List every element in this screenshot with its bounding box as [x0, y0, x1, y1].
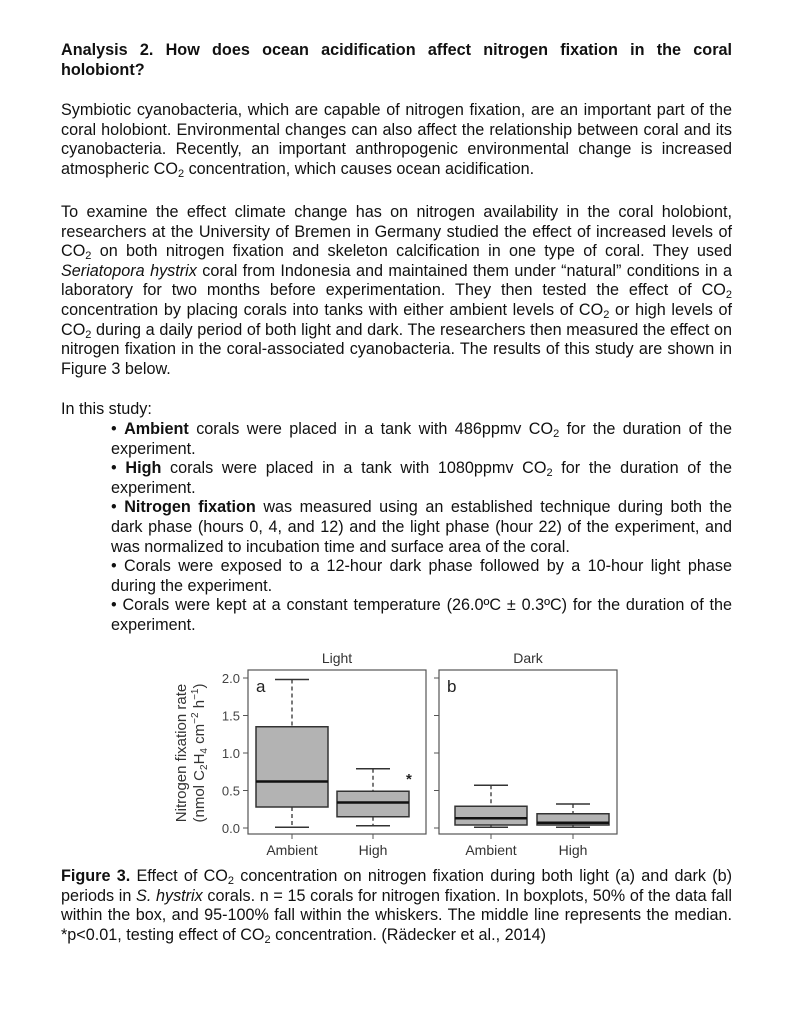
- study-heading: In this study:: [61, 400, 152, 418]
- y-axis-label: Nitrogen fixation rate: [173, 683, 190, 823]
- panel-title: Dark: [513, 650, 543, 666]
- section-title: Analysis 2. How does ocean acidification affect nitrogen fixation in the coral holobiont?: [61, 41, 732, 79]
- y-tick-label: 0.5: [221, 783, 240, 799]
- box-iqr: [337, 791, 409, 817]
- panel-letter: a: [256, 677, 266, 696]
- panel-title: Light: [321, 650, 353, 666]
- x-tick-label: Ambient: [465, 842, 517, 858]
- bullet-item: • Corals were exposed to a 12-hour dark phase followed by a 10-hour light phase during the experiment.: [111, 557, 732, 595]
- y-tick-label: 1.5: [221, 708, 240, 724]
- bullet-item: • Nitrogen fixation was measured using an established technique during both the dark phase (hours 0, 4, and 12) and the light phase (hour 22) of the experiment, and was normalized to incubation time and surface area of the coral.: [111, 498, 732, 556]
- y-tick-label: 2.0: [221, 671, 240, 686]
- panel-letter: b: [447, 677, 457, 696]
- bullet-item: • Ambient corals were placed in a tank with 486ppmv $CO_2$ for the duration of the experiment.: [111, 420, 733, 458]
- y-tick-label: 1.0: [221, 746, 240, 761]
- y-axis-units: (nmol $C_2H_4$ $cm^{-2}$ $h^{-1}$): [190, 683, 210, 823]
- x-tick-label: Ambient: [266, 842, 318, 858]
- bullet-item: • High corals were placed in a tank with 1080ppmv $CO_2$ for the duration of the experiment.: [111, 459, 732, 497]
- bullet-item: • Corals were kept at a constant temperature (26.0ºC ± 0.3ºC) for the duration of the experiment.: [111, 596, 732, 634]
- x-tick-label: High: [358, 842, 388, 858]
- box-iqr: [455, 806, 527, 825]
- paragraph-intro: Symbiotic cyanobacteria, which are capable of nitrogen fixation, are an important part of the coral holobiont. Environmental changes can also affect the relationship between coral and its cyanobacteria. Recently, an important anthropogenic environmental change is increased atmospheric $CO_2$ concentration, which causes ocean acidification.: [61, 101, 732, 180]
- y-tick-label: 0.0: [221, 821, 240, 836]
- x-tick-label: High: [558, 842, 588, 858]
- significance-marker: *: [406, 770, 412, 788]
- box-iqr: [256, 727, 328, 807]
- paragraph-methods: To examine the effect climate change has on nitrogen availability in the coral holobiont, researchers at the University of Bremen in Germany studied the effect of increased levels of $CO_2$ on both nitrogen fixation and skeleton calcification in one type of coral. They used Seriatopora hystrix coral from Indonesia and maintained them under “natural” conditions in a laboratory for two months before experimentation. They then tested the effect of $CO_2$ concentration by placing corals into tanks with either ambient levels of $CO_2$ or high levels of $CO_2$ during a daily period of both light and dark. The researchers then measured the effect on nitrogen fixation in the coral-associated cyanobacteria. The results of this study are shown in Figure 3 below.: [61, 203, 733, 378]
- figure-caption: Figure 3. Effect of $CO_2$ concentration on nitrogen fixation during both light (a) and dark (b) periods in S. hystrix corals. n = 15 corals for nitrogen fixation. In boxplots, 50% of the data fall within the box, and 95-100% fall within the whiskers. The middle line represents the median. *p<0.01, testing effect of $CO_2$ concentration. (Rädecker et al., 2014): [61, 867, 733, 946]
